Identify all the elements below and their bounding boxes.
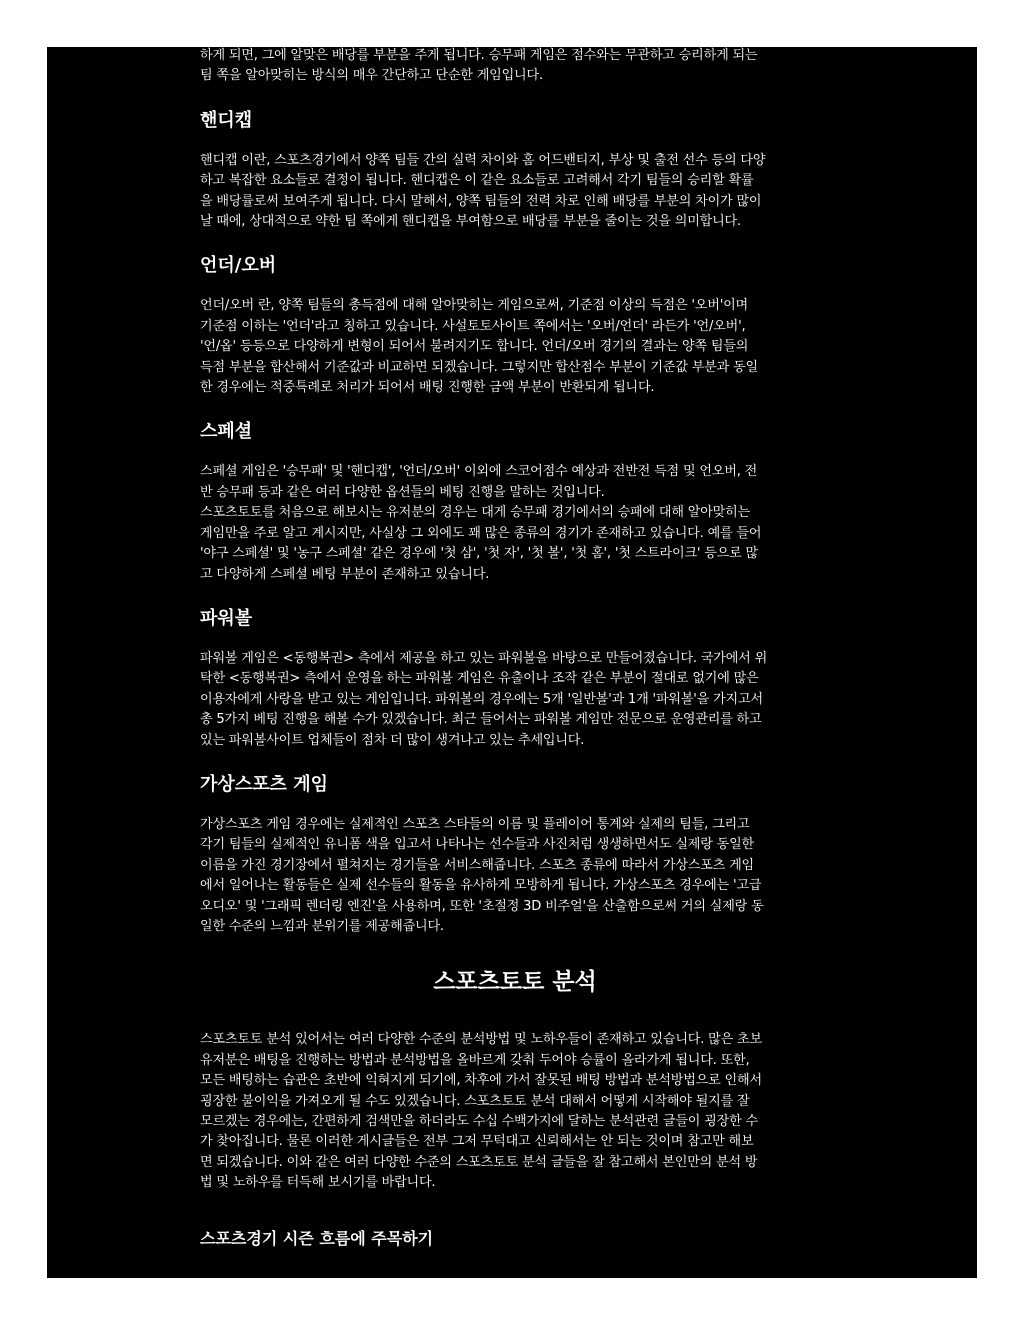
text-line: 날 때에, 상대적으로 약한 팀 쪽에게 핸디캡을 부여함으로 배당를 부분을 줄이는 것을 의미합니다.: [200, 214, 741, 230]
text-line: 스페셜 게임은 '승무패' 및 '핸디캡', '언더/오버' 이외에 스코어점수 예상과 전반전 득점 및 언오버, 전: [200, 464, 758, 480]
analysis-paragraph: [200, 1030, 830, 1193]
text-line: 한 경우에는 적중특례로 처리가 되어서 배팅 진행한 금액 부분이 반환되게 됩니다.: [200, 380, 655, 396]
text-line: 득점 부분을 합산해서 기준값과 비교하면 되겠습니다. 그렇지만 합산점수 부분이 기준값 부분과 동일: [200, 359, 758, 375]
text-line: 스포츠토토 분석 있어서는 여러 다양한 수준의 분석방법 및 노하우들이 존재하고 있습니다. 많은 초보: [200, 1032, 762, 1048]
section-paragraph-powerball: [200, 649, 830, 751]
section-paragraph-handicap: [200, 151, 830, 233]
text-line: 법 및 노하우를 터득해 보시기를 바랍니다.: [200, 1175, 436, 1191]
text-line: 기준점 이하는 '언더'라고 칭하고 있습니다. 사설토토사이트 쪽에서는 '오버/언더' 라든가 '언/오버',: [200, 318, 746, 334]
section-paragraph-under-over: [200, 296, 830, 398]
section-heading-handicap: 핸디캡: [200, 109, 253, 131]
text-line: 게임만을 주로 알고 계시지만, 사실상 그 외에도 꽤 많은 종류의 경기가 존재하고 있습니다. 예를 들어: [200, 525, 762, 541]
text-line: 스포츠토토를 처음으로 해보시는 유저분의 경우는 대게 승무패 경기에서의 승패에 대해 알아맞히는: [200, 505, 751, 521]
text-line: 총 5가지 베팅 진행을 해볼 수가 있겠습니다. 최근 들어서는 파워볼 게임만 전문으로 운영관리를 하고: [200, 712, 762, 728]
analysis-title: 스포츠토토 분석: [433, 969, 597, 996]
section-paragraph-virtual-sports: [200, 815, 830, 937]
text-line: 이름을 가진 경기장에서 펼쳐지는 경기들을 서비스해줍니다. 스포츠 종류에 따라서 가상스포츠 게임: [200, 857, 754, 873]
text-line: 고 다양하게 스페셜 베팅 부분이 존재하고 있습니다.: [200, 566, 490, 582]
text-line: 각기 팀들의 실제적인 유니폼 색을 입고서 나타나는 선수들과 사진처럼 생생하면서도 실제랑 동일한: [200, 837, 754, 853]
text-line: 탁한 <동행복권> 측에서 운영을 하는 파워볼 게임은 유출이나 조작 같은 부분이 절대로 없기에 많은: [200, 671, 759, 687]
text-line: 을 배당률로써 보여주게 됩니다. 다시 말해서, 양쪽 팀들의 전력 차로 인해 배당를 부분의 차이가 많이: [200, 193, 762, 209]
text-line: '언/옵' 등등으로 다양하게 변형이 되어서 불려지기도 합니다. 언더/오버 경기의 결과는 양쪽 팀들의: [200, 339, 749, 355]
text-line: 일한 수준의 느낌과 분위기를 제공해줍니다.: [200, 918, 444, 934]
section-heading-under-over: 언더/오버: [200, 255, 277, 277]
text-line: 모든 배팅하는 습관은 초반에 익혀지게 되기에, 차후에 가서 잘못된 배팅 방법과 분석방법으로 인해서: [200, 1073, 762, 1089]
subsection-heading-season-flow: 스포츠경기 시즌 흐름에 주목하기: [200, 1228, 434, 1248]
text-line: '야구 스페셜' 및 '농구 스페셜' 같은 경우에 '첫 삼', '첫 자', '첫 볼', '첫 홈', '첫 스트라이크' 등으로 많: [200, 546, 759, 562]
section-heading-virtual-sports: 가상스포츠 게임: [200, 773, 328, 795]
text-line: 핸디캡 이란, 스포츠경기에서 양쪽 팀들 간의 실력 차이와 홈 어드밴티지, 부상 및 출전 선수 등의 다양: [200, 152, 766, 168]
text-line: 팀 쪽을 알아맞히는 방식의 매우 간단하고 단순한 게임입니다.: [200, 68, 543, 84]
section-heading-powerball: 파워볼: [200, 607, 253, 629]
text-line: 이용자에게 사랑을 받고 있는 게임입니다. 파워볼의 경우에는 5개 '일반볼'과 1개 '파워볼'을 가지고서: [200, 691, 763, 707]
text-line: 있는 파워볼사이트 업체들이 점차 더 많이 생겨나고 있는 추세입니다.: [200, 732, 585, 748]
section-paragraph-special: [200, 462, 830, 584]
text-line: 굉장한 불이익을 가져오게 될 수도 있겠습니다. 스포츠토토 분석 대해서 어떻게 시작해야 될지를 잘: [200, 1093, 750, 1109]
text-line: 면 되겠습니다. 이와 같은 여러 다양한 수준의 스포츠토토 분석 글들을 잘 참고해서 본인만의 분석 방: [200, 1154, 758, 1170]
text-line: 에서 일어나는 활동들은 실제 선수들의 활동을 유사하게 모방하게 됩니다. 가상스포츠 경우에는 '고급: [200, 878, 762, 894]
intro-paragraph: [200, 47, 830, 87]
text-line: 반 승무패 등과 같은 여러 다양한 옵션들의 베팅 진행을 말하는 것입니다.: [200, 484, 605, 500]
text-line: 오디오' 및 '그래픽 렌더링 엔진'을 사용하며, 또한 '초절정 3D 비주얼'을 산출함으로써 거의 실제랑 동: [200, 898, 764, 914]
text-line: 유저분은 배팅을 진행하는 방법과 분석방법을 올바르게 갖춰 두어야 승률이 올라가게 됩니다. 또한,: [200, 1052, 750, 1068]
text-line: 하게 되면, 그에 알맞은 배당를 부분을 주게 됩니다. 승무패 게임은 점수와는 무관하고 승리하게 되는: [200, 48, 758, 63]
text-line: 모르겠는 경우에는, 간편하게 검색만을 하더라도 수십 수백가지에 달하는 분석관련 글들이 굉장한 수: [200, 1114, 758, 1129]
section-heading-special: 스페셜: [200, 421, 253, 443]
article-content: [200, 47, 830, 1250]
text-line: 하고 복잡한 요소들로 결정이 됩니다. 핸디캡은 이 같은 요소들로 고려해서 각기 팀들의 승리할 확률: [200, 173, 754, 189]
text-line: 가 찾아집니다. 물론 이러한 게시글들은 전부 그저 무턱대고 신뢰해서는 안 되는 것이며 참고만 해보: [200, 1134, 754, 1150]
text-line: 가상스포츠 게임 경우에는 실제적인 스포츠 스타들의 이름 및 플레이어 통계와 실제의 팀들, 그리고: [200, 816, 750, 832]
document-panel: [47, 47, 977, 1278]
text-line: 언더/오버 란, 양쪽 팀들의 총득점에 대해 알아맞히는 게임으로써, 기준점 이상의 득점은 '오버'이며: [200, 298, 749, 314]
text-line: 파워볼 게임은 <동행복권> 측에서 제공을 하고 있는 파워볼을 바탕으로 만들어졌습니다. 국가에서 위: [200, 650, 768, 666]
